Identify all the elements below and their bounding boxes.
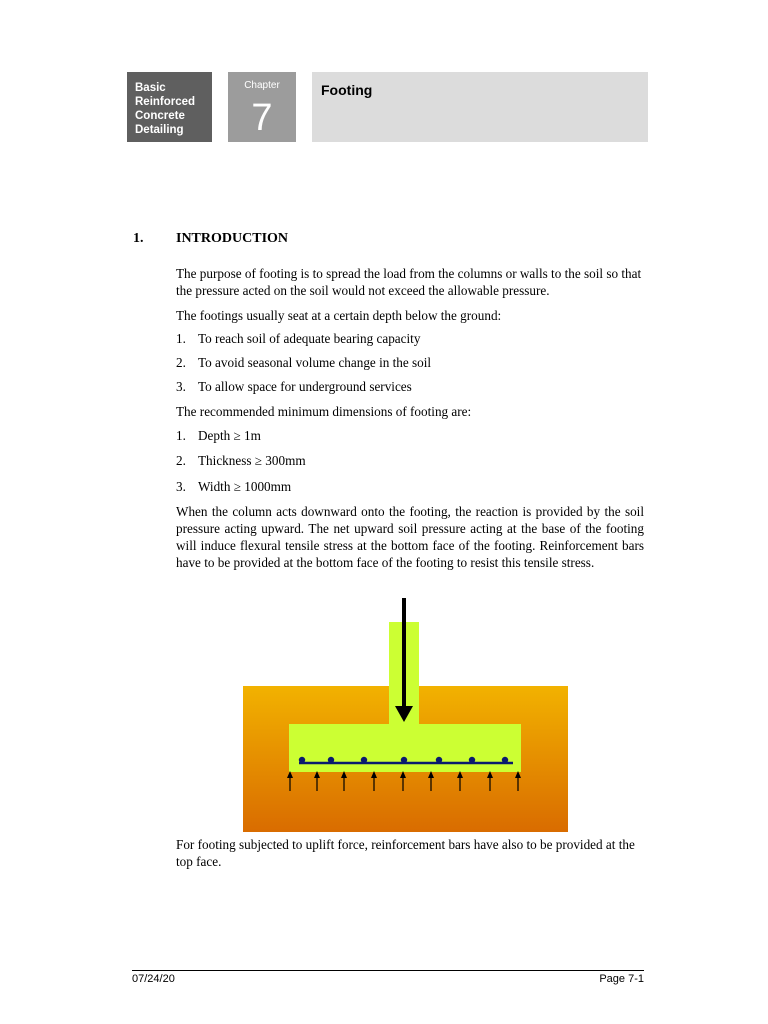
footing-slab (289, 724, 521, 772)
list-number: 3. (176, 479, 186, 494)
list-number: 1. (176, 428, 186, 443)
list-item (176, 479, 291, 495)
list-text: Width ≥ 1000mm (198, 479, 292, 494)
paragraph-purpose: The purpose of footing is to spread the load from the columns or walls to the soil so that the pressure acted on the soil would not exceed the allowable pressure. (176, 266, 642, 298)
list-item (176, 428, 261, 444)
chapter-label: Chapter (244, 80, 280, 91)
book-title-box (127, 72, 212, 142)
list-number: 1. (176, 331, 186, 346)
footer-date: 07/24/20 (132, 973, 175, 985)
footer-rule (132, 970, 644, 971)
list-text: To allow space for underground services (198, 379, 412, 394)
footing-diagram (243, 598, 568, 832)
section-title: INTRODUCTION (176, 231, 289, 246)
paragraph-depth-intro: The footings usually seat at a certain depth below the ground: (176, 308, 502, 323)
chapter-title: Footing (321, 82, 373, 98)
rebar-dot (436, 757, 442, 763)
list-item (176, 379, 412, 395)
list-text: Thickness ≥ 300mm (198, 453, 306, 468)
paragraph-dimensions-intro: The recommended minimum dimensions of footing are: (176, 404, 472, 419)
chapter-number: 7 (251, 97, 273, 139)
rebar-dot (361, 757, 367, 763)
book-title-line: Detailing (135, 124, 184, 136)
paragraph-soil-pressure: When the column acts downward onto the footing, the reaction is provided by the soil pressure acting upward. The net upward soil pressure acting at the base of the footing will induce flexural tensile stress at the bottom face of the footing. Reinforcement bars have to be provided at the bottom face of the footing to resist this tensile stress. (176, 504, 644, 570)
rebar-dot (328, 757, 334, 763)
list-item (176, 453, 306, 469)
list-number: 2. (176, 453, 186, 468)
rebar-dot (299, 757, 305, 763)
chapter-title-box (312, 72, 648, 142)
list-item (176, 355, 431, 371)
book-title-line: Basic (135, 82, 166, 94)
footer-page-number: Page 7-1 (599, 973, 644, 985)
section-number: 1. (133, 231, 144, 246)
paragraph-uplift: For footing subjected to uplift force, reinforcement bars have also to be provided at the top face. (176, 837, 635, 869)
book-title-line: Concrete (135, 110, 185, 122)
list-text: To reach soil of adequate bearing capacity (198, 331, 421, 346)
chapter-box (228, 72, 296, 142)
rebar-dot (502, 757, 508, 763)
book-title-line: Reinforced (135, 96, 196, 108)
list-item (176, 331, 420, 347)
rebar-dot (401, 757, 407, 763)
list-number: 3. (176, 379, 186, 394)
list-text: Depth ≥ 1m (198, 428, 261, 443)
list-text: To avoid seasonal volume change in the soil (198, 355, 432, 370)
rebar-dot (469, 757, 475, 763)
list-number: 2. (176, 355, 186, 370)
